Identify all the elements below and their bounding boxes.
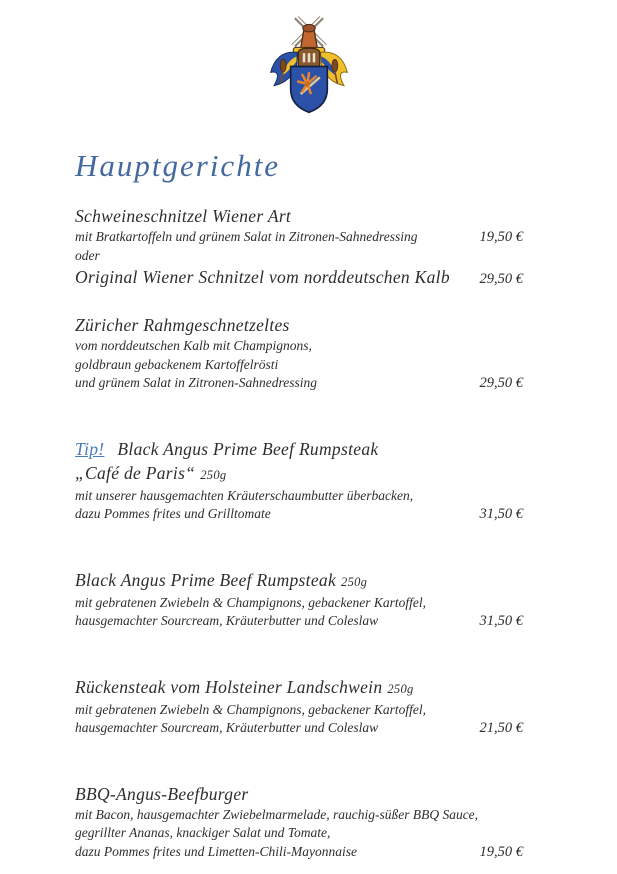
menu-section xyxy=(75,782,523,862)
dish-title: BBQ-Angus-Beefburger xyxy=(75,783,249,804)
dish-description: vom norddeutschen Kalb mit Champignons, xyxy=(75,338,312,353)
menu-item-title-row xyxy=(75,568,523,594)
menu-item-desc-row xyxy=(75,247,523,266)
menu-item-desc-row xyxy=(75,337,523,356)
menu-section xyxy=(75,313,523,393)
tip-badge: Tip! xyxy=(75,438,105,459)
dish-title: Züricher Rahmgeschnetzeltes xyxy=(75,315,290,335)
dish-title: Black Angus Prime Beef Rumpsteak xyxy=(117,438,379,459)
dish-description: dazu Pommes frites und Limetten-Chili-Mayonnaise xyxy=(75,843,357,859)
menu-item-title-row xyxy=(75,461,523,487)
menu-item-title-row xyxy=(75,782,523,806)
menu-section xyxy=(75,675,523,738)
dish-price: 31,50 € xyxy=(479,613,523,629)
dish-price: 29,50 € xyxy=(479,271,523,287)
page-title: Hauptgerichte xyxy=(75,148,281,183)
menu-item-desc-row xyxy=(75,356,523,375)
dish-title: Black Angus Prime Beef Rumpsteak xyxy=(75,569,337,590)
dish-description: hausgemachter Sourcream, Kräuterbutter und Coleslaw xyxy=(75,720,379,735)
dish-description: mit gebratenen Zwiebeln & Champignons, gebackener Kartoffel, xyxy=(75,594,426,610)
portion-size: 250g xyxy=(341,574,368,589)
dish-price: 29,50 € xyxy=(479,375,523,391)
dish-title: Schweineschnitzel Wiener Art xyxy=(75,206,292,226)
dish-description: dazu Pommes frites und Grilltomate xyxy=(75,506,271,521)
dish-title: Rückensteak vom Holsteiner Landschwein xyxy=(75,676,383,697)
dish-title: Original Wiener Schnitzel vom norddeutschen Kalb xyxy=(75,267,450,287)
menu-section xyxy=(75,568,523,631)
dish-description: und grünem Salat in Zitronen-Sahnedressing xyxy=(75,375,317,390)
menu-item-desc-row xyxy=(75,228,523,247)
portion-size: 250g xyxy=(200,467,227,482)
dish-description: gegrillter Ananas, knackiger Salat und Tomate, xyxy=(75,825,331,840)
menu-item-title-row xyxy=(75,265,523,289)
dish-title-wrap xyxy=(75,675,523,701)
dish-price: 21,50 € xyxy=(479,720,523,736)
dish-title-wrap xyxy=(75,568,523,594)
menu-section xyxy=(75,204,523,289)
menu-item-desc-row xyxy=(75,594,523,613)
windmill-crest-icon xyxy=(259,10,359,128)
dish-price: 31,50 € xyxy=(479,506,523,522)
dish-title-with-tip xyxy=(75,437,523,461)
menu-item-title-row xyxy=(75,313,523,337)
menu-item-desc-row xyxy=(75,824,523,843)
menu-item-desc-row xyxy=(75,487,523,506)
menu-item-desc-row xyxy=(75,843,523,862)
menu-section-tip xyxy=(75,437,523,524)
dish-description: hausgemachter Sourcream, Kräuterbutter und Coleslaw xyxy=(75,613,379,628)
menu-item-desc-row xyxy=(75,719,523,738)
menu-item-desc-row xyxy=(75,612,523,631)
dish-description: mit Bacon, hausgemachter Zwiebelmarmelade, rauchig-süßer BBQ Sauce, xyxy=(75,806,479,822)
restaurant-crest-logo xyxy=(0,0,617,128)
dish-alternative-word: oder xyxy=(75,247,100,263)
menu-list xyxy=(0,184,617,861)
dish-description: mit Bratkartoffeln und grünem Salat in Zitronen-Sahnedressing xyxy=(75,229,418,244)
menu-item-title-row xyxy=(75,204,523,228)
menu-item-title-row xyxy=(75,437,523,461)
dish-price: 19,50 € xyxy=(479,229,523,245)
menu-item-desc-row xyxy=(75,505,523,524)
menu-item-desc-row xyxy=(75,701,523,720)
dish-price: 19,50 € xyxy=(479,843,523,860)
portion-size: 250g xyxy=(387,681,414,696)
dish-subtitle-text: „Café de Paris“ xyxy=(75,462,196,483)
dish-subtitle xyxy=(75,461,523,487)
dish-description: mit gebratenen Zwiebeln & Champignons, gebackener Kartoffel, xyxy=(75,701,426,717)
dish-description: mit unserer hausgemachten Kräuterschaumbutter überbacken, xyxy=(75,487,414,503)
menu-item-desc-row xyxy=(75,806,523,825)
dish-description: goldbraun gebackenem Kartoffelrösti xyxy=(75,356,279,372)
menu-item-desc-row xyxy=(75,374,523,393)
menu-item-title-row xyxy=(75,675,523,701)
